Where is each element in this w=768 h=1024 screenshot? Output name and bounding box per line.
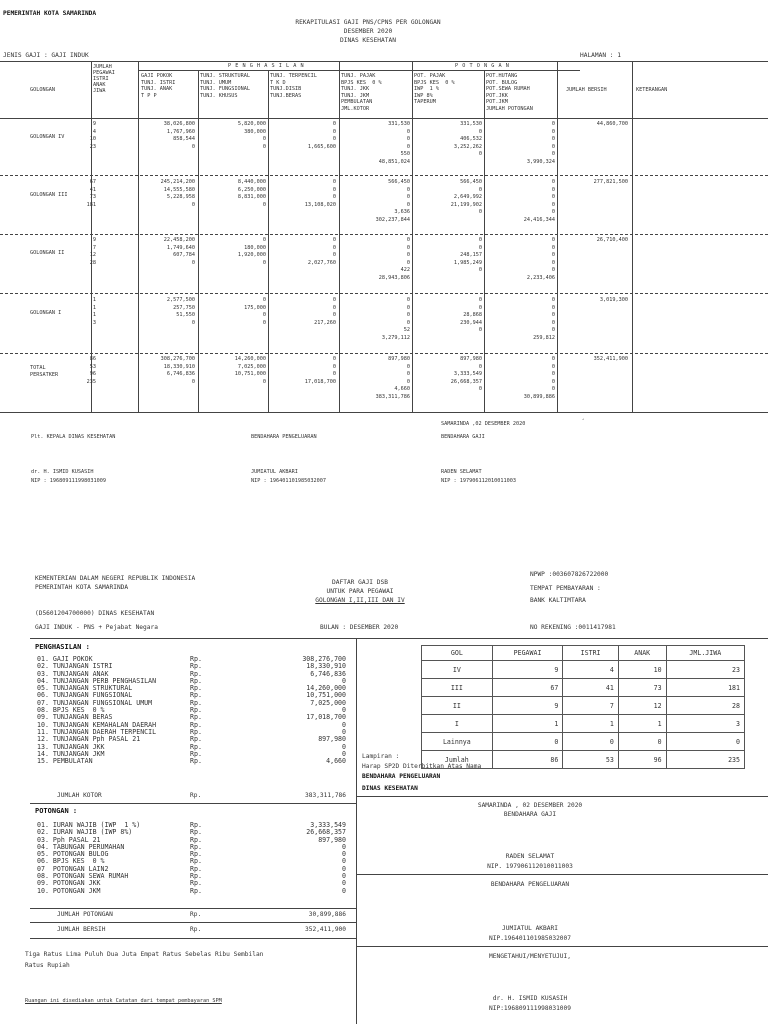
sig-kepala-name: dr. H. ISMID KUSASIH — [31, 469, 94, 475]
npwp: NPWP :003607826722000 — [530, 571, 609, 578]
jumlah-kotor-value: 383,311,786 — [305, 792, 346, 799]
gol-table-cell: 7 — [563, 697, 618, 715]
row-golongan-name: GOLONGAN I — [30, 310, 62, 316]
cell-gaji: 38,026,800 1,767,960 858,544 0 — [163, 121, 195, 150]
r-date: SAMARINDA , 02 DESEMBER 2020 — [477, 802, 583, 809]
gol-table-row — [422, 679, 745, 697]
gol-table-header-cell: ANAK — [618, 646, 666, 661]
hdr-bersih: JUMLAH BERSIH — [566, 87, 607, 93]
gol-table-cell: 23 — [666, 661, 744, 679]
cell-hutang: 0 0 0 0 0 259,812 — [533, 297, 555, 341]
hdr-golongan: GOLONGAN — [30, 87, 55, 93]
jenis-gaji: JENIS GAJI : GAJI INDUK — [3, 52, 89, 59]
gol-table-row — [422, 733, 745, 751]
footer-note: Ruangan ini disediakan untuk Catatan dari tempat pembayaran SPM — [25, 998, 222, 1004]
cell-gaji: 245,214,200 14,555,580 5,228,958 0 — [160, 179, 195, 208]
hdr-p4: TUNJ. PAJAK BPJS KES 0 % TUNJ. JKK TUNJ. JKM PEMBULATAN JML.KOTOR — [341, 73, 382, 112]
gol-table-cell: 67 — [492, 679, 563, 697]
sig-kepala-title: Plt. KEPALA DINAS KESEHATAN — [31, 434, 116, 440]
gol-table-row — [422, 715, 745, 733]
gol-table-cell: 41 — [563, 679, 618, 697]
hdr-potongan: P O T O N G A N — [455, 63, 510, 69]
gol-table-cell: 86 — [492, 751, 563, 769]
gol-table-header-cell: GOL — [422, 646, 493, 661]
hdr-t2: POT.HUTANG POT. BULOG POT.SEWA RUMAH POT.JKK POT.JKM JUMLAH POTONGAN — [486, 73, 533, 112]
bendahara-bold: BENDAHARA PENGELUARAN — [362, 773, 441, 780]
cell-pajak: 0 0 0 0 422 28,943,806 — [378, 237, 410, 281]
penghasilan-rp: Rp. Rp. Rp. Rp. Rp. Rp. Rp. Rp. Rp. Rp. Rp. Rp. Rp. Rp. Rp. — [190, 655, 202, 766]
jumlah-kotor-rp: Rp. — [190, 792, 202, 799]
sig-raden-nip: NIP : 197906112010011003 — [441, 478, 516, 484]
jumlah-kotor-label: JUMLAH KOTOR — [57, 792, 102, 799]
row-golongan-name: GOLONGAN IV — [30, 134, 65, 140]
cell-pajak: 331,530 0 0 0 550 48,851,024 — [378, 121, 410, 165]
kementerian: KEMENTERIAN DALAM NEGERI REPUBLIK INDONESIA — [35, 575, 196, 582]
bulan: BULAN : DESEMBER 2020 — [320, 624, 399, 631]
no-rekening: NO REKENING :0011417981 — [530, 624, 616, 631]
cell-jumlah-bersih: 277,821,500 — [593, 179, 628, 185]
golongan-summary-table — [421, 645, 745, 769]
cell-terpencil: 0 0 0 17,018,700 — [304, 356, 336, 385]
cell-potpajak: 331,530 0 406,532 3,252,262 0 — [453, 121, 482, 158]
dinas-code: (D5601204700000) DINAS KESEHATAN — [35, 610, 155, 617]
r-jumiatul-name: JUMIATUL AKBARI — [502, 925, 558, 932]
cell-hutang: 0 0 0 0 0 30,899,886 — [523, 356, 555, 400]
cell-jumlah: 9 4 10 23 — [89, 121, 96, 150]
gol-table-header-cell: JML.JIWA — [666, 646, 744, 661]
gol-table-cell: II — [422, 697, 493, 715]
org-name: PEMERINTAH KOTA SAMARINDA — [3, 10, 97, 17]
terbilang-line1: Tiga Ratus Lima Puluh Dua Juta Empat Ratus Sebelas Ribu Sembilan — [25, 951, 264, 958]
gol-table-cell: 4 — [563, 661, 618, 679]
gol-table-cell: 0 — [666, 733, 744, 751]
daftar-golongan: GOLONGAN I,II,III DAN IV — [315, 597, 405, 604]
cell-jumlah-bersih: 3,019,300 — [599, 297, 628, 303]
gol-table-header-cell: ISTRI — [563, 646, 618, 661]
gol-table-cell: 1 — [618, 715, 666, 733]
r-mengetahui: MENGETAHUI/MENYETUJUI, — [489, 953, 571, 960]
rekap-month: DESEMBER 2020 — [343, 28, 393, 35]
hdr-penghasilan: P E N G H A S I L A N — [228, 63, 305, 69]
gol-table-cell: Jumlah — [422, 751, 493, 769]
r-ismid-name: dr. H. ISMID KUSASIH — [492, 995, 568, 1002]
sig-jumiatul-nip: NIP : 196401101985032007 — [251, 478, 326, 484]
bank: BANK KALTIMTARA — [530, 597, 586, 604]
rekap-title: REKAPITULASI GAJI PNS/CPNS PER GOLONGAN — [295, 19, 441, 26]
gol-table-cell: 0 — [492, 733, 563, 751]
row-golongan-name: TOTAL PERSATKER — [30, 365, 59, 378]
gol-table-row — [422, 661, 745, 679]
daftar-title: DAFTAR GAJI DSB — [332, 579, 388, 586]
r-bendahara-pengeluaran: BENDAHARA PENGELUARAN — [490, 881, 570, 888]
gol-table-cell: 1 — [563, 715, 618, 733]
gol-table-cell: 28 — [666, 697, 744, 715]
gol-table-cell: 9 — [492, 697, 563, 715]
cell-jumlah: 1 1 1 3 — [92, 297, 96, 326]
potongan-rp: Rp. Rp. Rp. Rp. Rp. Rp. Rp. Rp. Rp. Rp. — [190, 821, 202, 895]
jumlah-potongan-value: 30,899,886 — [308, 911, 346, 918]
cell-hutang: 0 0 0 0 0 3,990,324 — [526, 121, 555, 165]
penghasilan-labels: 01. GAJI POKOK 02. TUNJANGAN ISTRI 03. TUNJANGAN ANAK 04. TUNJANGAN PERB PENGHASILAN 05. TUNJANGAN STRUKTURAL 06. TUNJANGAN FUNGSIONAL 07. TUNJANGAN FUNGSIONAL UMUM 08. BPJS KES 0 % 09. TUNJANGAN BERAS 10. TUNJANGAN KEMAHALAN DAERAH 11. TUNJANGAN DAERAH TERPENCIL 12. TUNJANGAN Pph PASAL 21 13. TUNJANGAN JKK 14. TUNJANGAN JKM 15. PEMBULATAN — [37, 655, 157, 766]
gol-table-cell: 53 — [563, 751, 618, 769]
hdr-jumlah: JUMLAH PEGAWAI ISTRI ANAK JIWA — [93, 64, 115, 95]
r-raden-nip: NIP. 197906112010011003 — [487, 863, 573, 870]
cell-potpajak: 566,450 0 2,649,992 21,199,902 0 — [450, 179, 482, 216]
cell-terpencil: 0 0 0 1,665,600 — [307, 121, 336, 150]
gol-table-cell: 10 — [618, 661, 666, 679]
gol-table-cell: Lainnya — [422, 733, 493, 751]
jumlah-potongan-rp: Rp. — [190, 911, 202, 918]
dinas-bold: DINAS KESEHATAN — [362, 785, 418, 792]
jumlah-bersih-value: 352,411,900 — [305, 926, 346, 933]
gol-table-cell: 235 — [666, 751, 744, 769]
cell-potpajak: 0 0 28,868 230,944 0 — [460, 297, 482, 334]
gol-table-cell: 9 — [492, 661, 563, 679]
hdr-t1: POT. PAJAK BPJS KES 0 % IWP 1 % IWP 8% TAPERUM — [414, 73, 455, 106]
terbilang-line2: Ratus Rupiah — [25, 962, 70, 969]
cell-terpencil: 0 0 0 13,108,020 — [304, 179, 336, 208]
hdr-p1: GAJI POKOK TUNJ. ISTRI TUNJ. ANAK T P P — [141, 73, 176, 99]
gol-table-cell: 1 — [492, 715, 563, 733]
gol-table-cell: 96 — [618, 751, 666, 769]
rekap-dept: DINAS KESEHATAN — [340, 37, 396, 44]
gol-table-header — [422, 646, 745, 661]
jumlah-bersih-label: JUMLAH BERSIH — [57, 926, 106, 933]
penghasilan-title: PENGHASILAN : — [35, 643, 90, 651]
sig-kepala-nip: NIP : 196809111998031009 — [31, 478, 106, 484]
cell-gaji: 22,458,200 1,749,640 607,784 0 — [163, 237, 195, 266]
gol-table-header-cell: PEGAWAI — [492, 646, 563, 661]
r-ismid-nip: NIP:196809111998031009 — [489, 1005, 571, 1012]
potongan-title: POTONGAN : — [35, 807, 78, 815]
gol-table-cell: III — [422, 679, 493, 697]
r-bendahara-gaji: BENDAHARA GAJI — [503, 811, 557, 818]
cell-gaji: 308,276,700 18,330,910 6,746,836 0 — [160, 356, 195, 385]
potongan-labels: 01. IURAN WAJIB (IWP 1 %) 02. IURAN WAJIB (IWP 8%) 03. Pph PASAL 21 04. TABUNGAN PERUMAHAN 05. POTONGAN BULOG 06. BPJS KES 0 % 07 POTONGAN LAIN2 08. POTONGAN SEWA RUMAH 09. POTONGAN JKK 10. POTONGAN JKM — [37, 821, 141, 895]
jumlah-bersih-rp: Rp. — [190, 926, 202, 933]
penghasilan-values: 308,276,700 18,330,910 6,746,836 0 14,260,000 10,751,000 7,025,000 0 17,018,700 0 0 897,980 0 0 4,660 — [302, 655, 346, 766]
cell-jumlah-bersih: 26,710,400 — [596, 237, 628, 243]
cell-struktural: 8,440,000 6,250,000 8,831,000 0 — [237, 179, 266, 208]
cell-potpajak: 897,980 0 3,333,549 26,668,357 0 — [450, 356, 482, 393]
cell-potpajak: 0 0 248,157 1,985,249 0 — [453, 237, 482, 274]
cell-pajak: 897,980 0 0 0 4,660 383,311,786 — [375, 356, 410, 400]
daftar-subtitle: UNTUK PARA PEGAWAI — [326, 588, 394, 595]
hdr-keterangan: KETERANGAN — [636, 87, 668, 93]
cell-jumlah-bersih: 44,860,700 — [596, 121, 628, 127]
gol-table-row — [422, 697, 745, 715]
row-golongan-name: GOLONGAN II — [30, 250, 65, 256]
hdr-p3: TUNJ. TERPENCIL T K D TUNJ.DISIB TUNJ.BERAS — [270, 73, 317, 99]
cell-terpencil: 0 0 0 2,027,760 — [307, 237, 336, 266]
r-raden-name: RADEN SELAMAT — [505, 853, 555, 860]
cell-jumlah-bersih: 352,411,900 — [593, 356, 628, 362]
sig-jumiatul-name: JUMIATUL AKBARI — [251, 469, 298, 475]
cell-pajak: 0 0 0 0 52 3,279,112 — [381, 297, 410, 341]
cell-jumlah: 9 7 12 28 — [89, 237, 96, 266]
gol-table-cell: 0 — [618, 733, 666, 751]
cell-jumlah: 67 41 73 181 — [86, 179, 96, 208]
halaman: HALAMAN : 1 — [580, 52, 621, 59]
cell-jumlah: 86 53 96 235 — [86, 356, 96, 385]
tempat-pembayaran: TEMPAT PEMBAYARAN : — [530, 585, 601, 592]
lampiran: Lampiran : — [362, 753, 400, 760]
cell-struktural: 0 180,000 1,920,000 0 — [237, 237, 266, 266]
sig-mark: ´ — [581, 419, 585, 426]
jumlah-potongan-label: JUMLAH POTONGAN — [57, 911, 113, 918]
gol-table-cell: 0 — [563, 733, 618, 751]
sig-bendahara-pengeluaran-title: BENDAHARA PENGELUARAN — [251, 434, 317, 440]
gol-table-cell: 3 — [666, 715, 744, 733]
cell-gaji: 2,577,500 257,750 51,550 0 — [166, 297, 195, 326]
row-golongan-name: GOLONGAN III — [30, 192, 68, 198]
gol-table-cell: 181 — [666, 679, 744, 697]
cell-struktural: 0 175,000 0 0 — [244, 297, 266, 326]
cell-terpencil: 0 0 0 217,260 — [314, 297, 336, 326]
sig-place-date: SAMARINDA ,02 DESEMBER 2020 — [441, 421, 526, 427]
harap-sp2d: Harap SP2D Diterbitkan Atas Nama — [362, 763, 482, 770]
sig-bendahara-gaji-title: BENDAHARA GAJI — [441, 434, 485, 440]
cell-struktural: 5,820,000 380,000 0 0 — [237, 121, 266, 150]
sig-raden-name: RADEN SELAMAT — [441, 469, 482, 475]
cell-hutang: 0 0 0 0 0 2,233,406 — [526, 237, 555, 281]
gaji-induk: GAJI INDUK - PNS + Pejabat Negara — [35, 624, 158, 631]
r-jumiatul-nip: NIP.196401101985032007 — [489, 935, 571, 942]
gol-table-cell: IV — [422, 661, 493, 679]
cell-struktural: 14,260,000 7,025,000 10,751,000 0 — [234, 356, 266, 385]
gol-table-cell: I — [422, 715, 493, 733]
gol-table-cell: 12 — [618, 697, 666, 715]
potongan-values: 3,333,549 26,668,357 897,980 0 0 0 0 0 0 0 — [306, 821, 346, 895]
pemkot: PEMERINTAH KOTA SAMARINDA — [35, 584, 129, 591]
cell-hutang: 0 0 0 0 0 24,416,344 — [523, 179, 555, 223]
gol-table-cell: 73 — [618, 679, 666, 697]
hdr-p2: TUNJ. STRUKTURAL TUNJ. UMUM TUNJ. FUNGSIONAL TUNJ. KHUSUS — [200, 73, 250, 99]
cell-pajak: 566,450 0 0 0 3,636 302,237,844 — [375, 179, 410, 223]
